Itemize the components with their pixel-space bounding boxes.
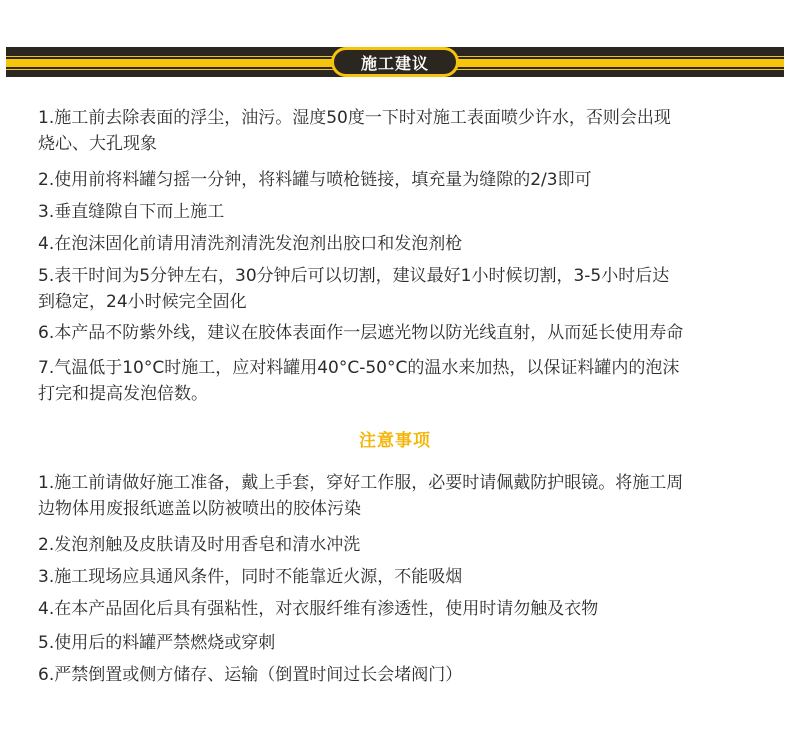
list-item-line: 烧心、大孔现象 xyxy=(38,134,157,154)
list-item-line: 4.在泡沫固化前请用清洗剂清洗发泡剂出胶口和发泡剂枪 xyxy=(38,234,463,254)
section1-title: 施工建议 xyxy=(334,50,456,74)
list-item xyxy=(38,355,778,407)
section2-title: 注意事项 xyxy=(359,431,431,451)
section1-title-badge xyxy=(331,47,459,77)
list-item-line: 4.在本产品固化后具有强粘性，对衣服纤维有渗透性，使用时请勿触及衣物 xyxy=(38,599,599,619)
list-item-line: 1.施工前请做好施工准备，戴上手套，穿好工作服，必要时请佩戴防护眼镜。将施工周 xyxy=(38,473,684,493)
list-item xyxy=(38,564,778,590)
list-item-line: 7.气温低于10°C时施工，应对料罐用40°C-50°C的温水来加热，以保证料罐内的泡沫 xyxy=(38,358,680,378)
list-item-line: 5.表干时间为5分钟左右，30分钟后可以切割，建议最好1小时候切割，3-5小时后达 xyxy=(38,266,670,286)
list-item xyxy=(38,470,778,522)
list-item-line: 5.使用后的料罐严禁燃烧或穿刺 xyxy=(38,633,276,653)
list-item xyxy=(38,199,778,225)
list-item xyxy=(38,630,778,656)
list-item-line: 2.使用前将料罐匀摇一分钟，将料罐与喷枪链接，填充量为缝隙的2/3即可 xyxy=(38,170,592,190)
list-item xyxy=(38,320,778,346)
list-item-line: 2.发泡剂触及皮肤请及时用香皂和清水冲洗 xyxy=(38,535,361,555)
list-item xyxy=(38,662,778,688)
list-item xyxy=(38,596,778,622)
list-item xyxy=(38,263,778,315)
list-item-line: 边物体用废报纸遮盖以防被喷出的胶体污染 xyxy=(38,499,361,519)
list-item-line: 3.垂直缝隙自下而上施工 xyxy=(38,202,225,222)
list-item-line: 6.本产品不防紫外线，建议在胶体表面作一层遮光物以防光线直射，从而延长使用寿命 xyxy=(38,323,684,343)
list-item xyxy=(38,105,778,157)
list-item xyxy=(38,532,778,558)
list-item-line: 到稳定，24小时候完全固化 xyxy=(38,292,247,312)
list-item-line: 6.严禁倒置或侧方储存、运输（倒置时间过长会堵阀门） xyxy=(38,665,463,685)
list-item xyxy=(38,231,778,257)
list-item-line: 打完和提高发泡倍数。 xyxy=(38,384,208,404)
list-item xyxy=(38,167,778,193)
list-item-line: 1.施工前去除表面的浮尘，油污。湿度50度一下时对施工表面喷少许水，否则会出现 xyxy=(38,108,671,128)
list-item-line: 3.施工现场应具通风条件，同时不能靠近火源，不能吸烟 xyxy=(38,567,463,587)
